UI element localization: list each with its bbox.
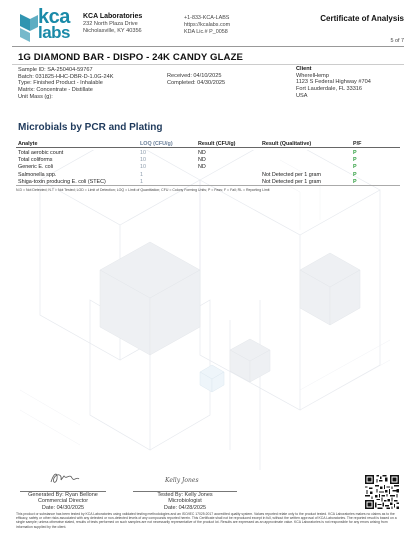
product-divider (12, 64, 404, 65)
cell-loq: 1 (140, 179, 143, 186)
cell-pass-fail: P (353, 164, 357, 171)
company-info (83, 13, 142, 35)
sample-unit-mass: Unit Mass (g): (18, 93, 53, 100)
table-legend: N.D = Not Detected; N.T = Not Tested; LOD = Limit of Detection; LOQ = Limit of Quantitation; CFU = Colony Forming Units; P = Pass; F = Fail; RL = Reporting Limit (16, 188, 270, 192)
table-row (16, 170, 400, 177)
microbials-table (16, 139, 400, 185)
sample-dates (167, 73, 225, 86)
header-analyte: Analyte (18, 140, 38, 147)
sample-type: Type: Finished Product - Inhalable (18, 80, 103, 87)
tested-by-title: Microbiologist (168, 498, 202, 505)
table-header-row (16, 139, 400, 148)
logo-wordmark-labs: labs (38, 23, 71, 42)
cell-result: ND (198, 164, 206, 171)
sample-matrix: Matrix: Concentrate - Distillate (18, 87, 93, 94)
generated-by-title: Commercial Director (37, 498, 89, 505)
tested-by-name: Tested By: Kelly Jones (157, 492, 213, 498)
watermark-graphic (0, 150, 416, 490)
document-title: Certificate of Analysis (320, 14, 404, 23)
client-address2: Fort Lauderdale, FL 33316 (296, 86, 363, 93)
generated-by-date: Date: 04/30/2025 (41, 504, 85, 511)
signature-ryan-bellone-icon (48, 470, 82, 486)
completed-date: Completed: 04/30/2025 (167, 79, 226, 86)
header-qualitative: Result (Qualitative) (262, 140, 312, 147)
sample-details (18, 67, 113, 101)
company-address-line2: Nicholasville, KY 40356 (83, 28, 142, 35)
contact-info (184, 15, 230, 37)
signature-kelly-jones: Kelly Jones (165, 477, 199, 484)
cell-analyte: Generic E. coli (18, 164, 54, 171)
cell-loq: 10 (140, 156, 146, 163)
company-name: KCA Laboratories (83, 13, 143, 20)
cell-loq: 10 (140, 164, 146, 171)
cell-pass-fail: P (353, 149, 357, 156)
logo-wordmark-kca: kca (38, 6, 70, 28)
generated-by-block (20, 492, 106, 511)
table-row (16, 178, 400, 185)
client-name: WhereIHemp (296, 72, 329, 79)
cell-pass-fail: P (353, 179, 357, 186)
company-license: KDA Lic.# P_0058 (184, 29, 228, 36)
cell-result: ND (198, 156, 206, 163)
header-divider (12, 46, 404, 47)
cell-loq: 10 (140, 149, 146, 156)
cell-qualitative: Not Detected per 1 gram (262, 179, 322, 186)
tested-by-date: Date: 04/28/2025 (163, 504, 207, 511)
generated-by-name: Generated By: Ryan Bellone (28, 492, 98, 498)
cell-pass-fail: P (353, 156, 357, 163)
qr-code-icon[interactable] (364, 474, 400, 510)
cell-analyte: Salmonella spp. (18, 171, 57, 178)
cell-loq: 1 (140, 171, 143, 178)
cell-pass-fail: P (353, 171, 357, 178)
table-row (16, 148, 400, 155)
sample-batch: Batch: 031825-HHC-DBR-D-1.0G-24K (18, 73, 114, 80)
cell-result: ND (198, 149, 206, 156)
table-row (16, 163, 400, 170)
tested-by-block (133, 492, 237, 511)
received-date: Received: 04/10/2025 (167, 73, 222, 79)
table-bottom-rule (16, 185, 400, 186)
client-details (296, 66, 371, 100)
company-website[interactable]: https://kcalabs.com (184, 22, 231, 29)
product-name: 1G DIAMOND BAR - DISPO - 24K CANDY GLAZE (18, 52, 244, 63)
cell-analyte: Shiga-toxin producing E. coli (STEC) (18, 179, 106, 186)
table-row (16, 155, 400, 162)
client-country: USA (296, 92, 308, 99)
header-pass-fail: P/F (353, 140, 362, 147)
company-address-line1: 232 North Plaza Drive (83, 21, 138, 27)
header-result: Result (CFU/g) (198, 140, 236, 147)
client-address1: 1123 S Federal Highway #704 (296, 79, 371, 86)
client-label: Client (296, 66, 312, 72)
cell-analyte: Total coliforms (18, 156, 53, 163)
cell-qualitative: Not Detected per 1 gram (262, 171, 322, 178)
header-loq: LOQ (CFU/g) (140, 140, 173, 147)
cell-analyte: Total aerobic count (18, 149, 64, 156)
sample-id: Sample ID: SA-250404-59767 (18, 67, 93, 73)
page-number: 5 of 7 (390, 38, 404, 44)
legal-disclaimer: This product or substance has been tested by KCA Laboratories using validated testing methodologies and an ISO/IEC 17025:2017 accredited quality system. Values reported relate only to the product tested. KCA Laboratories makes no claims as to the efficacy, safety or other risks associated with any detected or non-detected levels of any compounds reported herein. This Certificate shall not be reproduced except in full, without the written approval of KCA Laboratories. The reported result is based on a single sample; unless otherwise stated, results of tests performed on such samples are not necessarily representative of the product lot. Results are expressed as an approximate value. KCA Laboratories is not responsible for any errors arising from information supplied by the client. (16, 512, 397, 529)
company-phone: +1-833-KCA-LABS (184, 15, 230, 21)
section-title: Microbials by PCR and Plating (18, 122, 163, 133)
